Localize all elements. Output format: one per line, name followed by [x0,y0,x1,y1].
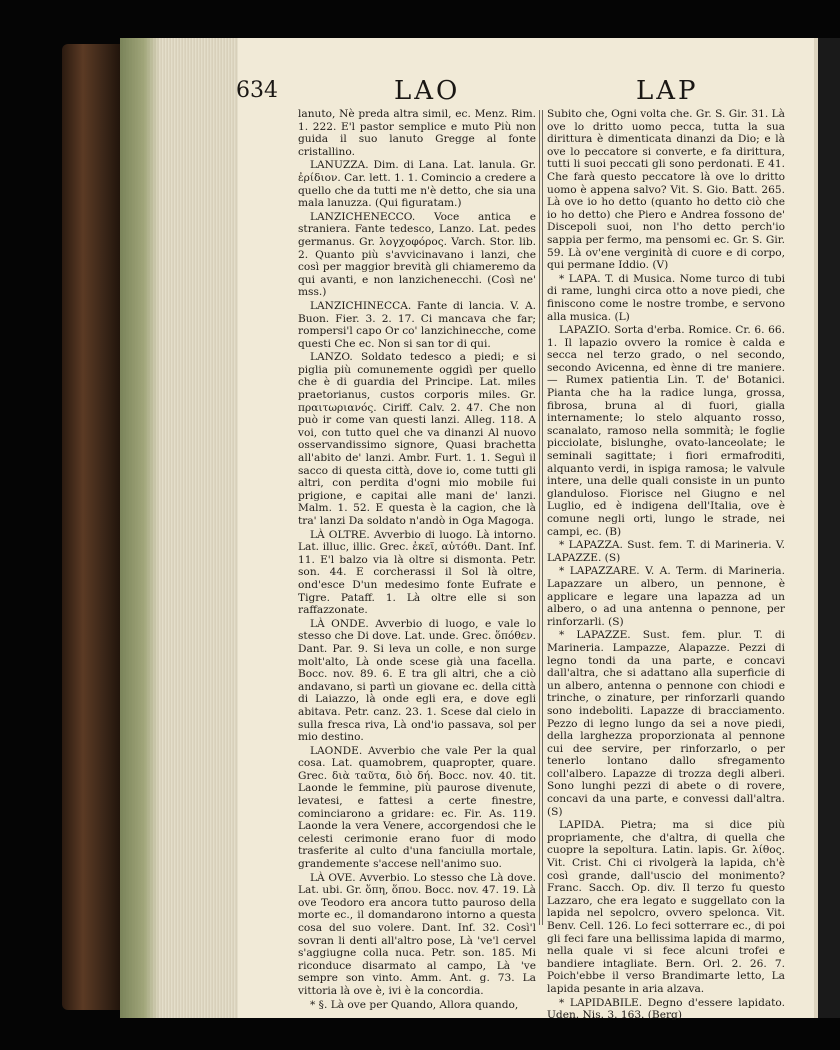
entry-paragraph: LANZICHENECCO. Voce antica e straniera. Fante tedesco, Lanzo. Lat. pedes germanus. Gr. λογχοφόρος. Varch. Stor. lib. 2. Quanto più s'avvicinavano i lanzi, che così per maggior brevità gli chiameremo da qui avanti, e non lanzichenecchi. (Così ne' mss.) [298,210,536,299]
column-rule [539,110,540,925]
page-edges [120,38,238,1018]
entry-paragraph: LÀ OLTRE. Avverbio di luogo. Là intorno. Lat. illuc, illic. Grec. ἐκεῖ, αὐτόθι. Dant. Inf. 11. E'l balzo via là oltre si dismonta. Petr. son. 44. E corcherassi il Sol là oltre, ond'esce D'un medesimo fonte Eufrate e Tigre. Pataff. 1. Là oltre elle si son raffazzonate. [298,528,536,617]
running-head-left: LAO [394,76,461,106]
book-cover [62,44,122,1010]
facing-page-shadow [818,38,840,1018]
entry-paragraph: LANZICHINECCA. Fante di lancia. V. A. Buon. Fier. 3. 2. 17. Ci mancava che far; rompersi'l capo Or co' lanzichinecche, come questi Che ec. Non si san tor di qui. [298,299,536,350]
entry-paragraph: * LAPA. T. di Musica. Nome turco di tubi di rame, lunghi circa otto a nove piedi, che finiscono come le nostre trombe, e servono alla musica. (L) [547,272,785,323]
entry-paragraph: * §. Là ove per Quando, Allora quando, [310,998,519,1011]
right-column [547,108,785,1022]
entry-paragraph: * LAPAZZARE. V. A. Term. di Marineria. Lapazzare un albero, un pennone, è applicare e legare una lapazza ad un albero, o ad una antenna o pennone, per rinforzarli. (S) [547,565,785,628]
entry-paragraph: * LAPAZZA. Sust. fem. T. di Marineria. V. LAPAZZE. (S) [547,539,785,564]
entry-paragraph: LAONDE. Avverbio che vale Per la qual cosa. Lat. quamobrem, quapropter, quare. Grec. διὰ ταῦτα, διὸ δή. Bocc. nov. 40. tit. Laonde le femmine, più paurose divenute, levatesi, e fattesi a certe finestre, cominciarono a gridare: ec. Fir. As. 119. Laonde la vera Venere, accorgendosi che le celesti cerimonie erano fuor di modo trasferite al culto d'una fanciulla mortale, grandemente s'accese nell'animo suo. [298,744,536,871]
running-head-right: LAP [636,76,699,106]
entry-paragraph: LÀ ONDE. Avverbio di luogo, e vale lo stesso che Di dove. Lat. unde. Grec. ὅπόθεν. Dant. Par. 9. Si leva un colle, e non surge molt'alto, Là onde scese già una facella. Bocc. nov. 89. 6. E tra gli altri, che a ciò andavano, si partì un giovane ec. della città di Laiazzo, là onde egli era, e dove egli abitava. Petr. canz. 23. 1. Scese dal cielo in sulla fresca riva, Là ond'io passava, sol per mio destino. [298,617,537,744]
entry-paragraph: Subito che, Ogni volta che. Gr. S. Gir. 31. Là ove lo dritto uomo pecca, tutta la sua dirittura è dimenticata dinanzi da Dio; e là ove lo peccatore si converte, e fa dirittura, tutti li suoi peccati gli sono perdonati. E 41. Che farà questo peccatore là ove lo dritto uomo è appena salvo? Vit. S. Gio. Batt. 265. Là ove io ho detto (quanto ho detto ciò che io ho detto) che Piero e Andrea fossono de' Discepoli suoi, non l'ho detto perch'io sappia per fermo, ma pensomi ec. Gr. S. Gir. 59. Là ov'ene verginità di cuore e di corpo, qui permane Iddio. (V) [547,108,785,272]
entry-paragraph: * LAPAZZE. Sust. fem. plur. T. di Marineria. Lampazze, Alapazze. Pezzi di legno tondi da una parte, e concavi dall'altra, che si adattano alla superficie di un albero, antenna o pennone con chiodi e trinche, o zinature, per rinforzarli quando sono indeboliti. Lapazze di bracciamento. Pezzo di legno lungo da sei a nove piedi, della larghezza proporzionata al pennone cui dee servire, per rinforzarlo, o per tenerlo lontano dallo sfregamento coll'albero. Lapazze di trozza degli alberi. Sono lunghi pezzi di abete o di rovere, concavi da una parte, e convessi dall'altra. (S) [547,629,785,818]
left-column [298,108,537,1011]
entry-paragraph: LAPIDA. Pietra; ma si dice più propriamente, che d'altra, di quella che cuopre la sepoltura. Latin. lapis. Gr. λίθος. Vit. Crist. Chi ci rivolgerà la lapida, ch'è così grande, dall'uscio del monimento? Franc. Sacch. Op. div. Il terzo fu questo Lazzaro, che era legato e suggellato con la lapida nel sepolcro, ovvero spelonca. Vit. Benv. Cell. 126. Lo feci sotterrare ec., di poi gli feci fare una bellissima lapida di marmo, nella quale vi si fece alcuni trofei e bandiere intagliate. Bern. Orl. 2. 26. 7. Poich'ebbe il verso Brandimarte letto, La lapida pesante in aria alzava. [547,819,785,995]
page-number: 634 [236,78,278,103]
entry-paragraph: LAPAZIO. Sorta d'erba. Romice. Cr. 6. 66. 1. Il lapazio ovvero la romice è calda e secca nel terzo grado, o nel secondo, secondo Avicenna, ed ènne di tre maniere. — Rumex patientia Lin. T. de' Botanici. Pianta che ha la radice lunga, grossa, fibrosa, bruna al di fuori, gialla internamente; lo stelo alquanto rosso, scanalato, ramoso nella sommità; le foglie picciolate, bislunghe, ovato-lanceolate; le seminali sagittate; i fiori ermafroditi, alquanto verdi, in ispiga ramosa; le valvule intere, una delle quali consiste in un punto glanduloso. Fiorisce nel Giugno e nel Luglio, ed è indigena dell'Italia, ove è comune negli orti, lungo le strade, nei campi, ec. (B) [547,324,785,538]
page-header [236,78,784,108]
entry-paragraph: LANUZZA. Dim. di Lana. Lat. lanula. Gr. ἐρίδιον. Car. lett. 1. 1. Comincio a credere a quello che da tutti me n'è detto, che sia una mala lanuzza. (Qui figuratam.) [298,159,536,210]
entry-paragraph: LÀ OVE. Avverbio. Lo stesso che Là dove. Lat. ubi. Gr. ὅπη, ὅπου. Bocc. nov. 47. 19. Là ove Teodoro era ancora tutto pauroso della morte ec., il domandarono intorno a questa cosa del suo volere. Dant. Inf. 32. Così'l sovran li denti all'altro pose, Là 've'l cervel s'aggiugne colla nuca. Petr. son. 185. Mi riconduce disarmato al campo, Là 've sempre son vinto. Amm. Ant. g. 73. La vittoria là ove è, ivi è la concordia. [298,871,536,997]
column-rule [542,110,543,925]
entry-paragraph: * LAPIDABILE. Degno d'essere lapidato. Uden. Nis. 3. 163. (Berg) [547,996,785,1022]
entry-paragraph: lanuto, Nè preda altra simil, ec. Menz. Rim. 1. 222. E'l pastor semplice e muto Più non guida il suo lanuto Gregge al fonte cristallino. [298,108,536,158]
entry-paragraph: LANZO. Soldato tedesco a piedi; e si piglia più comunemente oggidì per quello che è di guardia del Principe. Lat. miles praetorianus, custos corporis miles. Gr. πραιτωριανός. Ciriff. Calv. 2. 47. Che non può ir come van questi lanzi. Alleg. 118. A voi, con tutto quel che va dinanzi Al nuovo osservandissimo signore, Quasi brachetta all'abito de' lanzi. Ambr. Furt. 1. 1. Seguì il sacco di questa città, dove io, come tutti gli altri, con perdita d'ogni mio mobile fui prigione, e capitai alle mani de' lanzi. Malm. 1. 52. E questa è la cagion, che là tra' lanzi Da soldato n'andò in Oga Magoga. [298,351,536,527]
